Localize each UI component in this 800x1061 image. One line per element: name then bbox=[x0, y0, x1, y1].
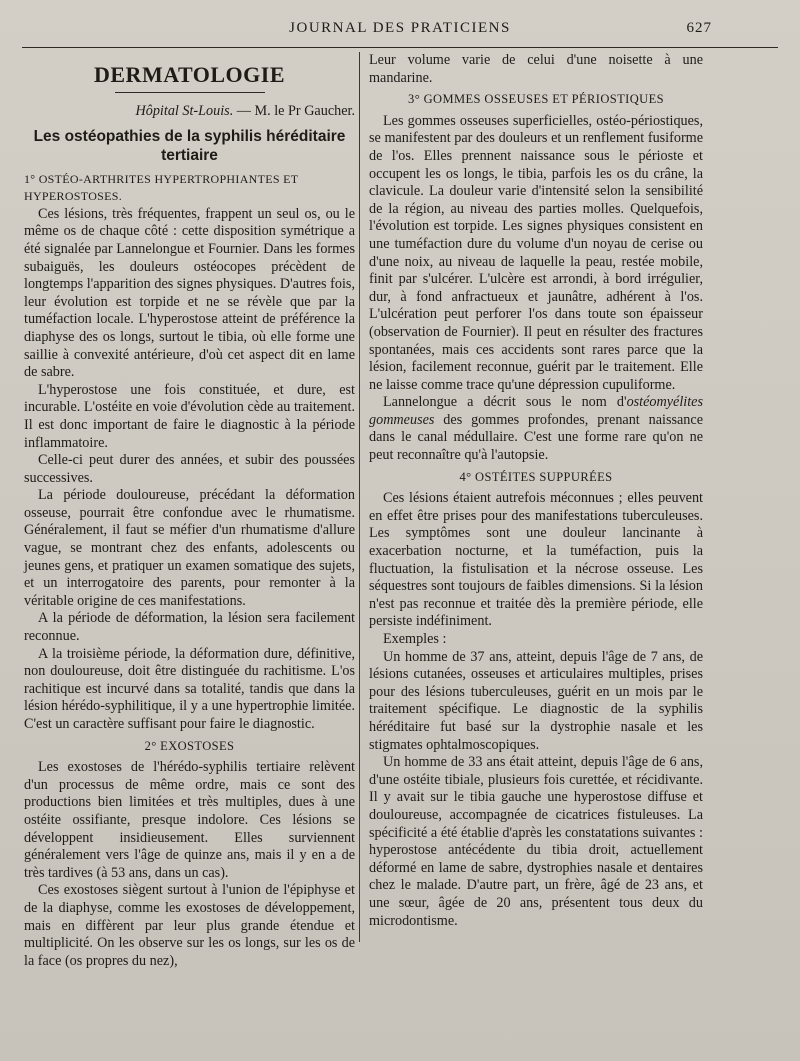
paragraph: A la période de déformation, la lésion sera facilement reconnue. bbox=[24, 610, 355, 645]
paragraph: Les exostoses de l'hérédo-syphilis tertiaire relèvent d'un processus de même ordre, mais ce sont des productions bien limitées et très multiples, dues à une ostéite ossifiante, presque indolore. Ces lésions se développent insidieusement. Elles surviennent généralement vers l'âge de quinze ans, mais il y en a de très tardives (à 53 ans, dans un cas). bbox=[24, 759, 355, 881]
paragraph: Ces exostoses siègent surtout à l'union de l'épiphyse et de la diaphyse, comme les exostoses de développement, mais en diffèrent par leur plus grande étendue et multiplicité. On les observe sur les os longs, sur les os de la face (os propres du nez), bbox=[24, 882, 355, 969]
section-title: DERMATOLOGIE bbox=[94, 62, 285, 87]
paragraph: A la troisième période, la déformation dure, définitive, non douloureuse, doit être distinguée du rachitisme. L'os rachitique est incurvé dans sa totalité, tandis que dans la lésion hérédo-syphilitique, il y a une hypertrophie limitée. C'est un caractère suffisant pour faire le diagnostic. bbox=[24, 645, 355, 732]
paragraph: Exemples : bbox=[383, 631, 447, 647]
hospital-place: Hôpital St-Louis. bbox=[135, 103, 234, 119]
paragraph: Ces lésions étaient autrefois méconnues ; elles peuvent en effet être prises pour des manifestations tuberculeuses. Les symptômes sont une douleur lancinante à exacerbation nocturne, et la tuméfaction, puis la fluctuation, la fistulisation et la nécrose osseuse. Les séquestres sont toujours de faibles dimensions. Si la lésion n'est pas reconnue et traitée dès la première période, elle persiste indéfiniment. bbox=[369, 490, 703, 630]
header-rule bbox=[22, 47, 778, 48]
paragraph: Un homme de 37 ans, atteint, depuis l'âge de 7 ans, de lésions cutanées, osseuses et articulaires multiples, prises pour des lésions tuberculeuses, guérit en un mois par le traitement spécifique. Le diagnostic de la syphilis héréditaire fut basé sur la dystrophie nasale et les stigmates ophtalmoscopiques. bbox=[369, 648, 703, 753]
section-2-body bbox=[24, 759, 355, 970]
subheading-4: 4° OSTÉITES SUPPURÉES bbox=[459, 469, 613, 484]
section-title-rule bbox=[115, 92, 265, 93]
paragraph: Ces lésions, très fréquentes, frappent un seul os, ou le même os de chaque côté : cette disposition symétrique a été signalée par Lannelongue et Fournier. Dans les formes subaiguës, les douleurs ostéocopes précèdent de longtemps l'apparition des signes physiques. D'autres fois, leur évolution est torpide et ne se révèle que par la tuméfaction locale. L'hyperostose atteint de préférence la diaphyse des os longs, surtout le tibia, où elle forme une saillie à convexité antérieure, d'où cet aspect dit en lame de sabre. bbox=[24, 205, 355, 381]
column-divider bbox=[359, 52, 360, 942]
paragraph: L'hyperostose une fois constituée, et dure, est incurable. L'ostéite en voie d'évolution cède au traitement. Il est donc important de faire le diagnostic à la période inflammatoire. bbox=[24, 381, 355, 451]
text-run: des gommes profondes, prenant naissance dans le canal médullaire. C'est une forme rare qu'on ne peut reconnaître qu'à l'autopsie. bbox=[369, 411, 703, 464]
subheading-1: 1° OSTÉO-ARTHRITES HYPERTROPHIANTES ET HYPEROSTOSES. bbox=[24, 171, 299, 204]
section-4-body bbox=[369, 490, 703, 930]
text-run: Lannelongue a décrit sous le nom d' bbox=[383, 394, 627, 411]
subheading-3: 3° GOMMES OSSEUSES ET PÉRIOSTIQUES bbox=[408, 92, 664, 107]
section-1-body bbox=[24, 206, 355, 734]
right-column bbox=[369, 52, 703, 930]
italic-term: ostéomyélites gommeuses bbox=[369, 394, 703, 428]
section-3-body bbox=[369, 113, 703, 465]
hospital-professor: — M. le Pr Gaucher. bbox=[233, 103, 355, 119]
continuation-paragraph: Leur volume varie de celui d'une noisette à une mandarine. bbox=[369, 52, 703, 86]
paragraph: Les gommes osseuses superficielles, ostéo-périostiques, se manifestent par des douleurs et un renflement fusiforme de l'os. Elles prennent naissance sous le périoste et occupent les os longs, le tibia, parfois les os du crâne, la clavicule. La douleur varie d'intensité selon la sensibilité de la région, au niveau des parties molles. Quelquefois, l'évolution est torpide. Les signes physiques consistent en une tuméfaction dure du volume d'un noyau de cerise ou d'une noix, au niveau de laquelle la peau, restée mobile, finit par s'ulcérer. L'ulcère est arrondi, à bord irrégulier, dur, à fond anfractueux et jaunâtre, adhérent à l'os. L'ulcération peut perforer l'os dans toute son épaisseur (observation de Fournier). Il peut en résulter des fractures spontanées, mais ces accidents sont rares parce que la lésion, facilement reconnue, guérit par le traitement. Elle ne laisse comme trace qu'une dépression cupuliforme. bbox=[369, 112, 703, 393]
left-column bbox=[24, 52, 355, 970]
paragraph: Celle-ci peut durer des années, et subir des poussées successives. bbox=[24, 452, 355, 486]
paragraph: La période douloureuse, précédant la déformation osseuse, pourrait être confondue avec le rhumatisme. Généralement, il faut se méfier d'un rhumatisme d'allure vague, se montrant chez des enfants, adolescents ou jeunes gens, et pratiquer un examen somatique des sujets, et un interrogatoire des parents, pour remonter à la véritable origine de ces manifestations. bbox=[24, 487, 355, 609]
hospital-line bbox=[24, 103, 355, 121]
article-title: Les ostéopathies de la syphilis héréditaire tertiaire bbox=[33, 127, 346, 164]
subheading-2: 2° EXOSTOSES bbox=[144, 738, 235, 753]
paragraph: Un homme de 33 ans était atteint, depuis l'âge de 6 ans, d'une ostéite tibiale, plusieurs fois curettée, et récidivante. Il y avait sur le tibia gauche une hyperostose diffuse et douloureuse, accompagnée de cicatrices fistuleuses. La spécificité a été établie d'après les constatations suivantes : hyperostose antécédente du tibia droit, actuellement déformé en lame de sabre, dystrophies nasale et dentaires chez le malade. D'autre part, un frère, âgé de 23 ans, et une sœur, âgée de 20 ans, présentent tous deux du microdontisme. bbox=[369, 754, 703, 929]
page-number: 627 bbox=[686, 20, 712, 36]
journal-title: JOURNAL DES PRATICIENS bbox=[289, 20, 511, 36]
paragraph-lannelongue bbox=[369, 394, 703, 464]
running-head bbox=[20, 20, 780, 42]
